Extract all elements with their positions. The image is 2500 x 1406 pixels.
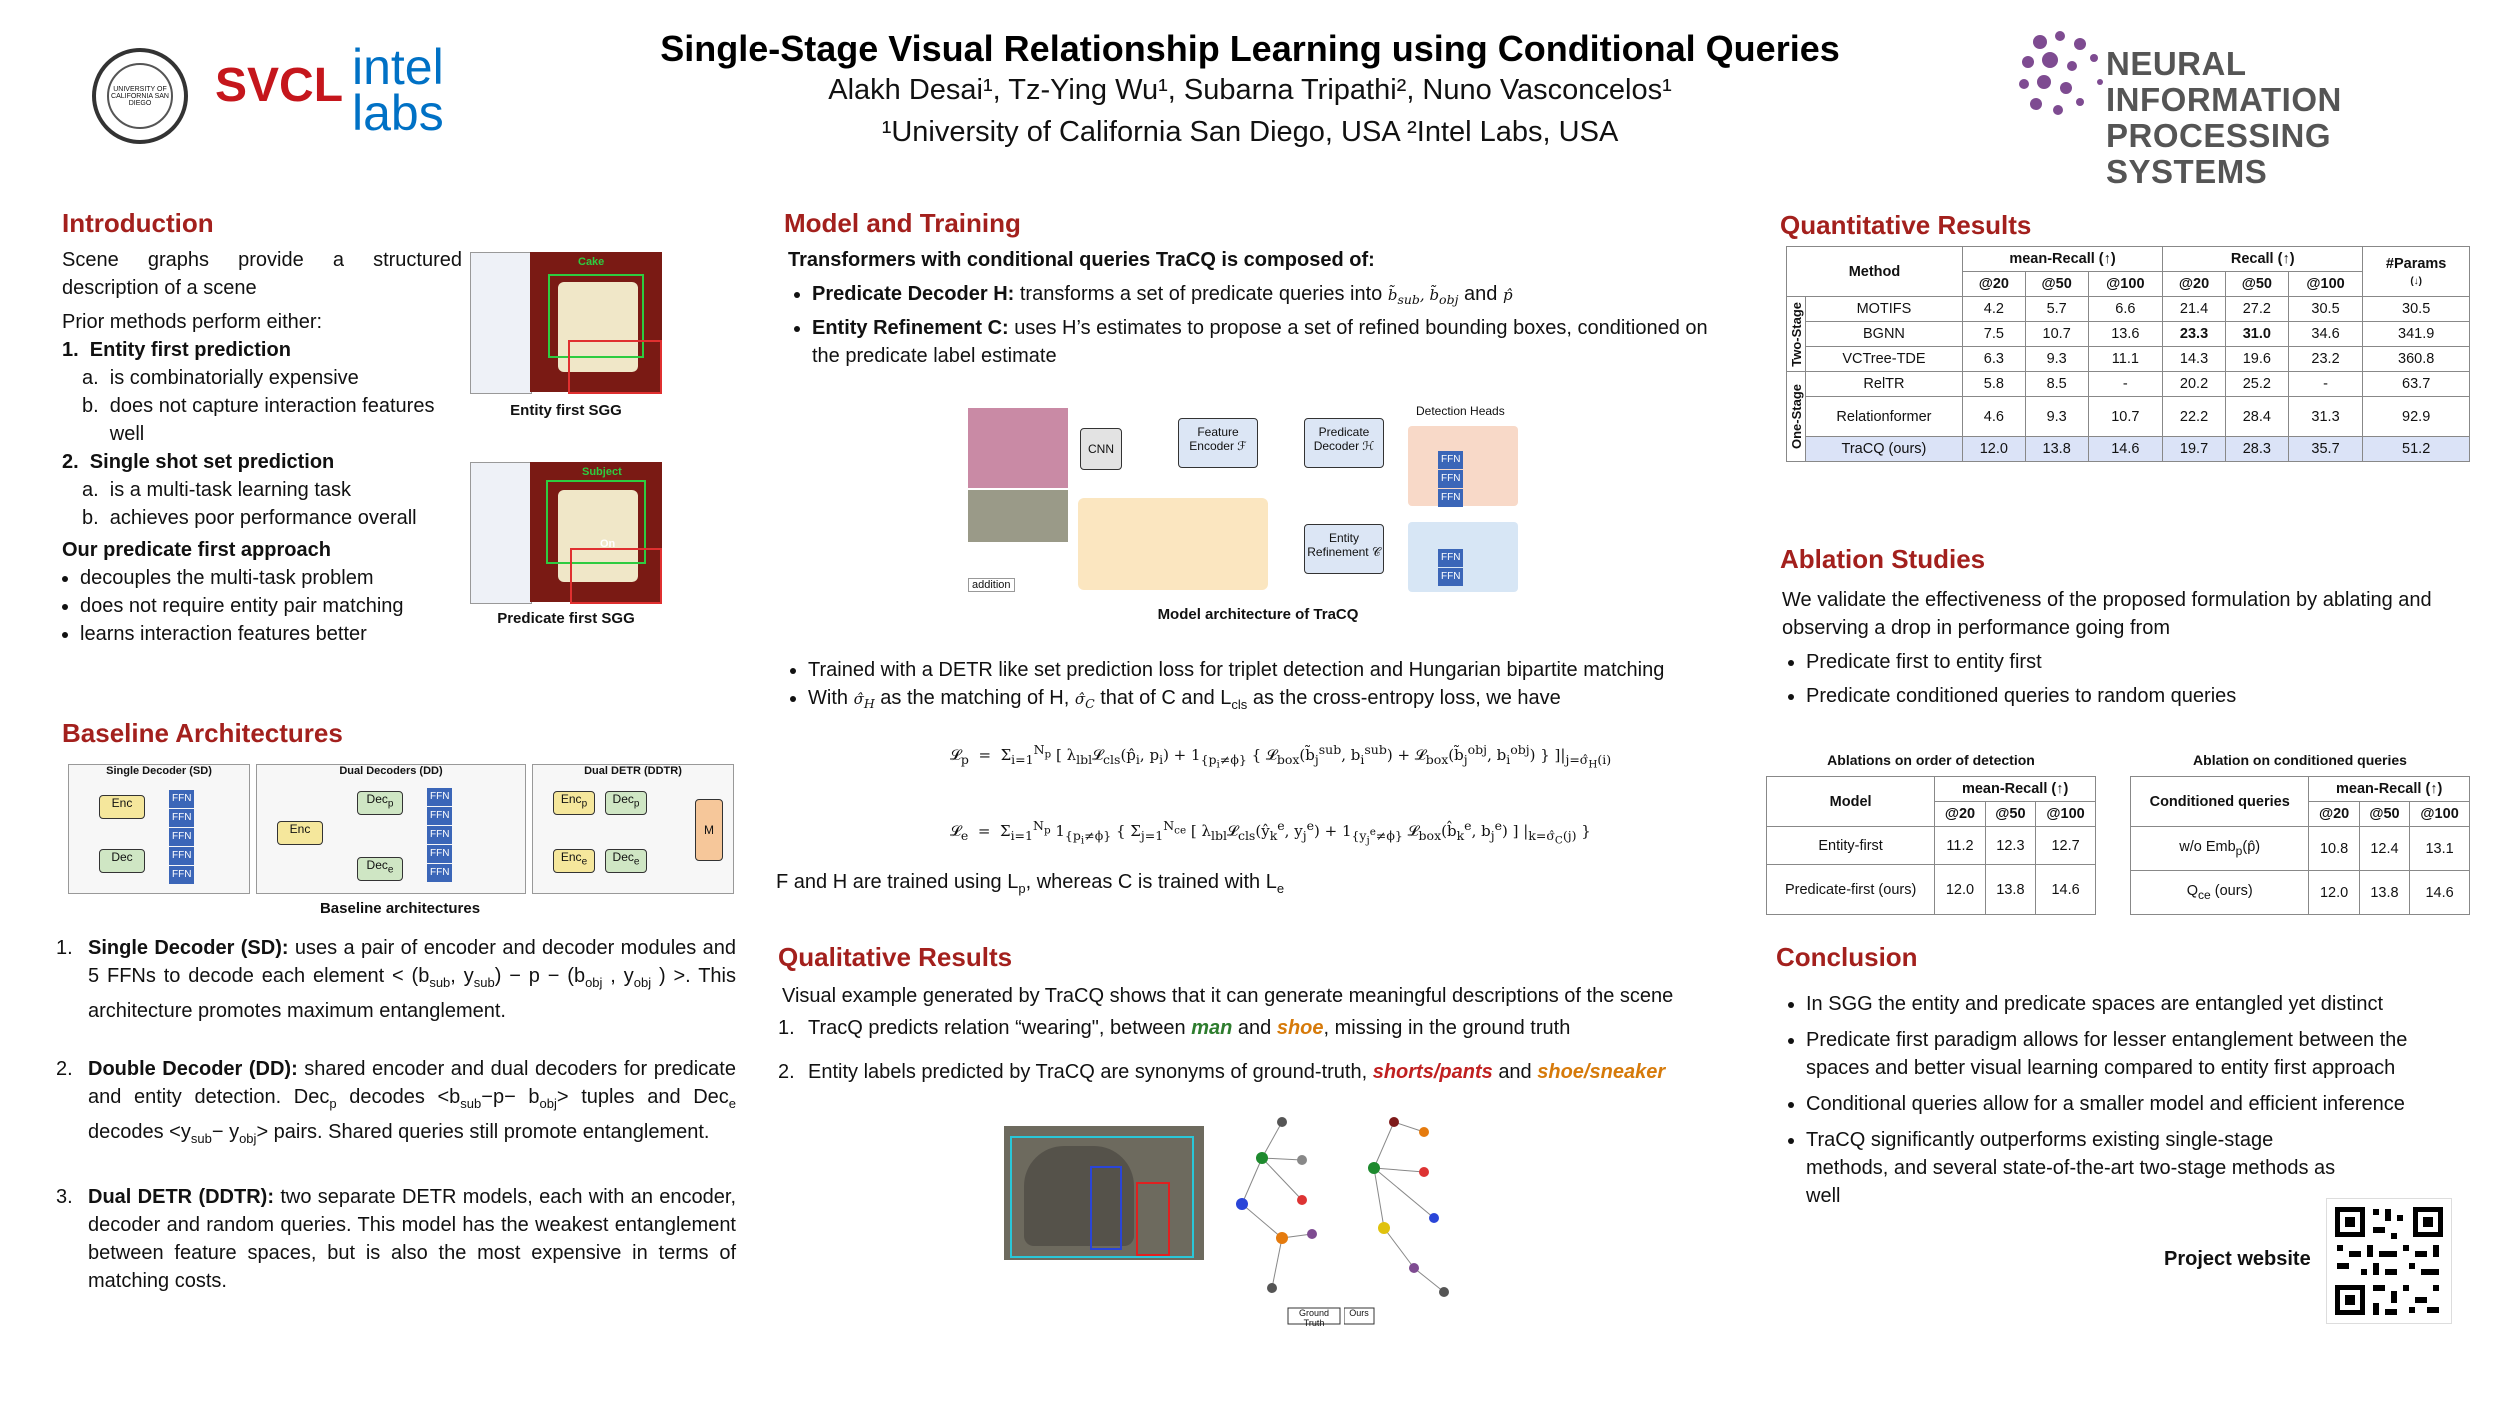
entity-first-figure: [470, 252, 662, 392]
predicate-first-figure: [470, 462, 662, 602]
group-two-stage: Two-Stage: [1788, 301, 1804, 367]
intro-p1: Scene graphs provide a structured description of a scene: [62, 249, 462, 299]
panel-ddtr-title: Dual DETR (DDTR): [584, 765, 682, 777]
qualitative-i2: Entity labels predicted by TraCQ are synonyms of ground-truth, shorts/pants and shoe/sneaker: [808, 1061, 1666, 1083]
ablation-p1: We validate the effectiveness of the proposed formulation by ablating and observing a drop in performance going from: [1782, 589, 2432, 639]
ground-truth-label: Ground Truth: [1298, 1308, 1330, 1328]
encoder-block: Feature Encoder ℱ: [1178, 418, 1258, 468]
table-row: Two-Stage MOTIFS 4.2 5.7 6.6 21.4 27.2 30.5 30.5: [1787, 297, 2470, 322]
panel-dd-title: Dual Decoders (DD): [339, 765, 443, 777]
predicate-first-caption: Predicate first SGG: [497, 610, 635, 627]
training-2: • With $\sigmâ_H$ as the matching of H, $\sigmâ_C$ that of C and $L_{cls}$ as the cross-entropy loss, we have: [808, 684, 1724, 719]
approach-1: • decouples the multi-task problem: [80, 564, 462, 592]
table-row: BGNN 7.5 10.7 13.6 23.3 31.0 34.6 341.9: [1787, 322, 2470, 347]
dd-item: Double Decoder (DD): shared encoder and dual decoders for predicate and entity detection. Dec$_p$ decodes $<b_{sub}-p- b_{obj}>$ tuples and Dec$_e$ decodes $<y_{sub}- y_{obj}>$ pairs. Shared queries still promote entanglement.: [88, 1058, 736, 1146]
panel-sd-title: Single Decoder (SD): [106, 765, 212, 777]
quant-heading: Quantitative Results: [1780, 210, 2032, 240]
table-row: Entity-first 11.2 12.3 12.7: [1767, 827, 2096, 865]
table-row: Predicate-first (ours) 12.0 13.8 14.6: [1767, 865, 2096, 915]
intro-p2: Prior methods perform either:: [62, 311, 323, 333]
baseline-list: 1. Single Decoder (SD): uses a pair of encoder and decoder modules and 5 FFNs to decode each element < ($b_{sub}$, $y_{sub}) - p - (b_{obj}$ , $y_{obj}$ ) >. This architecture promotes maximum entanglement. 2. Double Decoder (DD): shared encoder and dual decoders for predicate and entity detection. Dec$_p$ decodes $<b_{sub}-p- b_{obj}>$ tuples and Dec$_e$ decodes $<y_{sub}- y_{obj}>$ pairs. Shared queries still promote entanglement. 3. Dual DETR (DDTR): two separate DETR models, each with an encoder, decoder and random queries. This model has the weakest entanglement between feature spaces, but is also the most expensive in terms of matching costs.: [56, 934, 736, 1295]
entity-first-caption: Entity first SGG: [510, 402, 622, 419]
quant-h-method: Method: [1787, 247, 1963, 297]
b1-bold: Predicate Decoder H:: [812, 283, 1015, 305]
poster-title: Single-Stage Visual Relationship Learning using Conditional Queries: [660, 28, 1840, 69]
approach-3: • learns interaction features better: [80, 620, 462, 648]
architecture-figure: CNN Feature Encoder ℱ Predicate Decoder ℋ Entity Refinement 𝒞 Detection Heads FFN FFN FFN FFN FFN addition: [968, 398, 1548, 598]
on-label: On: [600, 538, 616, 550]
ablation-query-table: Conditioned queries mean-Recall (↑) @20 @50 @100 w/o Emb$_p$(p̂) 10.8 12.4 13.1 $Q_{ce}$ (ours) 12.0 13.8 14.6: [2130, 776, 2470, 915]
table-row: One-Stage RelTR 5.8 8.5 - 20.2 25.2 - 63.7: [1787, 372, 2470, 397]
intro-item2a: is a multi-task learning task: [109, 479, 351, 501]
sd-item: Single Decoder (SD): uses a pair of encoder and decoder modules and 5 FFNs to decode each element < ($b_{sub}$, $y_{sub}) - p - (b_{obj}$ , $y_{obj}$ ) >. This architecture promotes maximum entanglement.: [88, 937, 737, 1022]
svcl-logo: SVCL: [215, 59, 344, 112]
baseline-heading: Baseline Architectures: [62, 718, 343, 748]
b2-bold: Entity Refinement C:: [812, 317, 1009, 339]
qualitative-heading: Qualitative Results: [778, 942, 1013, 972]
project-website-label: Project website: [2164, 1248, 2311, 1270]
intro-item2b: achieves poor performance overall: [109, 507, 417, 529]
affiliations: ¹University of California San Diego, USA ²Intel Labs, USA: [881, 116, 1619, 148]
ablation-b1: • Predicate first to entity first: [1806, 648, 2472, 676]
approach-heading: Our predicate first approach: [62, 539, 331, 561]
intro-item1a: is combinatorially expensive: [109, 367, 359, 389]
intel-labs-logo: intel labs: [352, 39, 444, 141]
qr-code[interactable]: [2326, 1198, 2452, 1324]
loss-predicate-formula: 𝓛$_p$ = $\Sigma_{i=1}^{N_p}$ [ $\lambda_{lbl}𝓛_{cls}(p̂_i$, $p_i) + 1_{\{p_i\ne\phi\}}$ { $𝓛_{box}(b̃_j^{sub}$, $b_i^{sub}$) + $𝓛_{box}(b̃_j^{obj}$, $b_i^{obj}$) } ]$|_{j=\sigmâ_H(i)}$: [950, 742, 1612, 771]
table-row: Relationformer 4.6 9.3 10.7 22.2 28.4 31.3 92.9: [1787, 397, 2470, 437]
model-body: Transformers with conditional queries TraCQ is composed of: • Predicate Decoder H: transforms a set of predicate queries into $b̃_{sub}$, $b̃_{obj}$ and p̂ • Entity Refinement C: uses H’s estimates to propose a set of refined bounding boxes, conditioned on the predicate label estimate: [788, 246, 1728, 370]
subject-label: Subject: [582, 466, 622, 478]
predicate-decoder-block: Predicate Decoder ℋ: [1304, 418, 1384, 468]
qualitative-p1: Visual example generated by TraCQ shows that it can generate meaningful descriptions of the scene: [782, 985, 1674, 1007]
ground-truth-graph: [1222, 1108, 1342, 1328]
loss-entity-formula: 𝓛$_e$ = $\Sigma_{i=1}^{N_p}$ $1_{\{p_i\ne\phi\}}$ { $\Sigma_{j=1}^{N_{ce}}$ [ $\lambda_{lbl}𝓛_{cls}(ŷ_k^e$, $y_j^e) + 1_{\{y_j^e\ne\phi\}}$ $𝓛_{box}(b̂_k^e$, $b_j^e$) ] $|_{k=\sigmâ_C(j)}$ }: [950, 818, 1591, 847]
ddtr-item: Dual DETR (DDTR): two separate DETR models, each with an encoder, decoder and random queries. This model has the weakest entanglement between feature spaces, but is also the most expensive in terms of matching costs.: [88, 1186, 736, 1292]
conclusion-3: • Conditional queries allow for a smaller model and efficient inference: [1806, 1090, 2472, 1118]
table-row: $Q_{ce}$ (ours) 12.0 13.8 14.6: [2131, 871, 2470, 915]
training-1: • Trained with a DETR like set prediction loss for triplet detection and Hungarian bipartite matching: [808, 656, 1724, 684]
table-row-ours: TraCQ (ours) 12.0 13.8 14.6 19.7 28.3 35.7 51.2: [1787, 437, 2470, 462]
qualitative-i1: TracQ predicts relation “wearing", between man and shoe, missing in the ground truth: [808, 1017, 1571, 1039]
ablation-t2-title: Ablation on conditioned queries: [2193, 752, 2407, 768]
table-row: VCTree-TDE 6.3 9.3 11.1 14.3 19.6 23.2 360.8: [1787, 347, 2470, 372]
quant-h-r: Recall (↑): [2163, 247, 2363, 272]
qualitative-body: Visual example generated by TraCQ shows that it can generate meaningful descriptions of the scene 1. TracQ predicts relation “wearing", between man and shoe, missing in the ground truth 2. Entity labels predicted by TraCQ are synonyms of ground-truth, shorts/pants and shoe/sneaker: [776, 982, 1736, 1086]
conclusion-heading: Conclusion: [1776, 942, 1918, 972]
quant-h-mr: mean-Recall (↑): [1962, 247, 2162, 272]
quant-h-params: #Params (↓): [2363, 247, 2470, 297]
approach-2: • does not require entity pair matching: [80, 592, 462, 620]
model-heading: Model and Training: [784, 208, 1021, 238]
addition-legend: addition: [968, 578, 1015, 592]
ablation-order-table: Model mean-Recall (↑) @20 @50 @100 Entity-first 11.2 12.3 12.7 Predicate-first (ours) 12.0 13.8 14.6: [1766, 776, 2096, 915]
baseline-caption: Baseline architectures: [319, 900, 481, 917]
training-final: F and H are trained using $L_p$, whereas C is trained with $L_e$: [776, 871, 1285, 896]
table-row: w/o Emb$_p$(p̂) 10.8 12.4 13.1: [2131, 827, 2470, 871]
detection-heads-label: Detection Heads: [1416, 404, 1505, 418]
conclusion-4: • TraCQ significantly outperforms existing single-stage methods, and several state-of-the-art two-stage methods as well: [1806, 1126, 2472, 1210]
training-list: [784, 656, 1724, 719]
conclusion-1: • In SGG the entity and predicate spaces are entangled yet distinct: [1806, 990, 2472, 1018]
conclusion-2: • Predicate first paradigm allows for lesser entanglement between the spaces and better visual learning compared to entity first approach: [1806, 1026, 2472, 1082]
cnn-block: CNN: [1080, 428, 1122, 470]
architecture-caption: Model architecture of TraCQ: [1157, 606, 1359, 623]
ablation-heading: Ablation Studies: [1780, 544, 1986, 574]
neurips-logo: NEURAL INFORMATION PROCESSING SYSTEMS: [2010, 22, 2470, 132]
ablation-t1-title: Ablations on order of detection: [1827, 752, 2035, 768]
ours-label: Ours: [1349, 1308, 1369, 1318]
intro-item2: Single shot set prediction: [89, 451, 335, 473]
entity-refinement-block: Entity Refinement 𝒞: [1304, 524, 1384, 574]
cake-label: Cake: [578, 256, 605, 268]
intro-item1b: does not capture interaction features well: [109, 395, 435, 445]
ablation-body: [1782, 586, 2472, 710]
model-intro-bold: Transformers with conditional queries TraCQ: [788, 249, 1216, 271]
ucsd-seal-logo: UNIVERSITY OF CALIFORNIA SAN DIEGO: [92, 48, 188, 144]
intro-item1: Entity first prediction: [89, 339, 291, 361]
group-one-stage: One-Stage: [1788, 383, 1804, 449]
intro-body: Scene graphs provide a structured description of a scene Prior methods perform either: 1. Entity first prediction a. is combinatorially expensive b. does not capture interaction features well 2. Single shot set prediction a. is a multi-task learning task b. achieves poor performance overall Our predicate first approach • decouples the multi-task problem • does not require entity pair matching • learns interaction features better: [62, 246, 462, 648]
qualitative-photo: [1004, 1126, 1204, 1260]
quant-table: Method mean-Recall (↑) Recall (↑) #Params (↓) @20 @50 @100 @20 @50 @100 Two-Stage MOTIFS 4.2 5.7 6.6 21.4 27.2 30.5 30.5 BGNN 7.5 10.7 13.6 23.3 31.0 34.6 341.9 VCTree-TDE 6.3 9.3 11.1 14.3 19.6 23.2 360.8 One-Stage RelTR 5.8 8.5 - 20.2 25.2 - 63.7 Relationformer 4.6 9.3 10.7 22.2 28.4 31.3 92.9 TraCQ (ours) 12.0 13.8 14.6 19.7 28.3 35.7 51.2: [1786, 246, 2470, 462]
ablation-b2: • Predicate conditioned queries to random queries: [1806, 682, 2472, 710]
author-list: Alakh Desai¹, Tz-Ying Wu¹, Subarna Tripathi², Nuno Vasconcelos¹: [828, 74, 1672, 106]
conclusion-body: [1782, 990, 2472, 1210]
intro-heading: Introduction: [62, 208, 214, 238]
ours-graph: [1344, 1108, 1474, 1328]
baseline-figure: Single Decoder (SD) Enc Dec FFN FFN FFN FFN FFN Dual Decoders (DD) Enc Dec$_p$ Dec$_e$ FFN FFN FFN FFN FFN Dual DETR (DDTR) Enc$_p$ Dec$_p$ Enc$_e$ Dec$_e$ M: [68, 764, 732, 892]
qr-code-icon: [2327, 1199, 2451, 1323]
